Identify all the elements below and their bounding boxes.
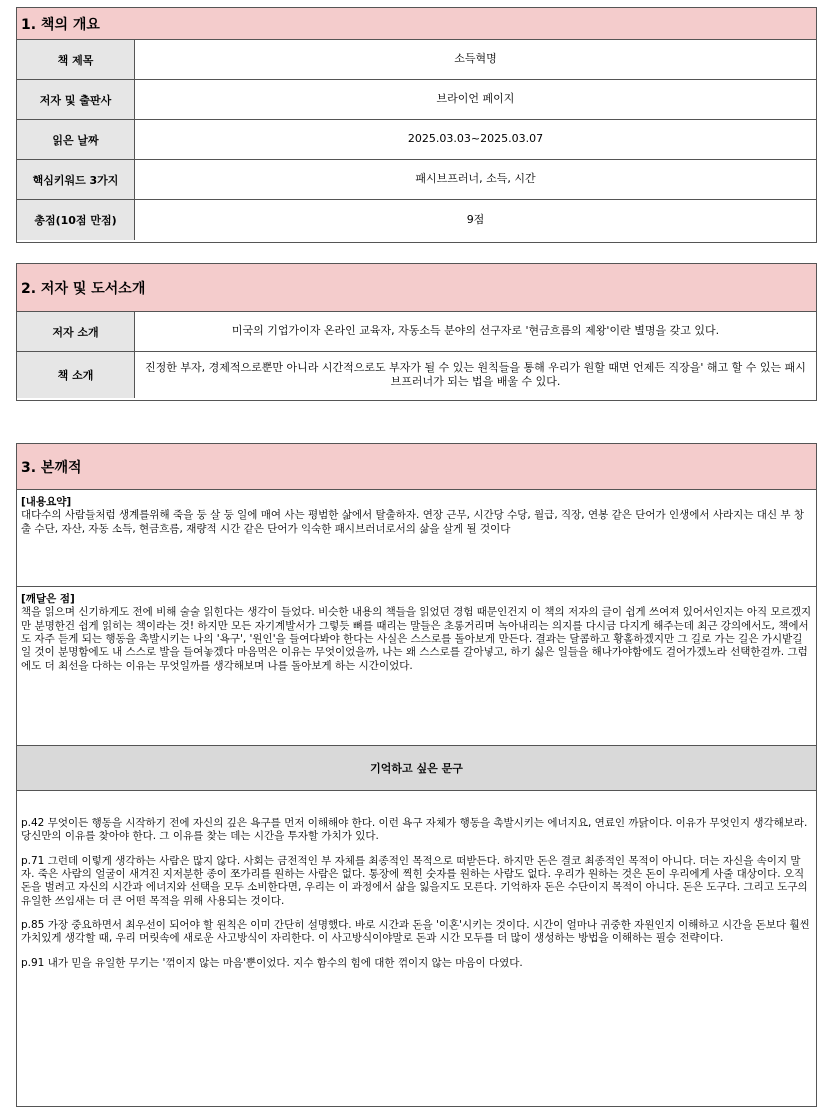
row-value: 패시브프러너, 소득, 시간 (415, 172, 536, 186)
row-label: 책 제목 (17, 40, 135, 79)
keywords-row (17, 160, 816, 200)
insight-block (17, 587, 816, 746)
row-label: 책 소개 (17, 352, 135, 398)
book-intro-row (17, 352, 816, 398)
row-value: 진정한 부자, 경제적으로뿐만 아니라 시간적으로도 부자가 될 수 있는 원칙들을 통해 우리가 원할 때면 언제든 직장을' 해고 할 수 있는 패시브프러너가 되는 법을 배울 수 있다. (145, 360, 806, 388)
section-title: 2. 저자 및 도서소개 (17, 264, 816, 312)
book-title-row (17, 40, 816, 80)
summary-title: [내용요약] (21, 496, 72, 508)
author-publisher-row (17, 80, 816, 120)
quotes-title: 기억하고 싶은 문구 (17, 746, 816, 791)
row-label: 저자 소개 (17, 312, 135, 351)
score-row (17, 200, 816, 240)
author-intro-row (17, 312, 816, 352)
quote-item: p.71 그런데 이렇게 생각하는 사람은 많지 않다. 사회는 금전적인 부 자체를 최종적인 목적으로 떠받든다. 하지만 돈은 결코 최종적인 목적이 아니다. 더는 자신을 속이지 말자. 죽은 사람의 얼굴이 새겨진 지저분한 종이 쪼가리를 원하는 사람은 없다. 통장에 찍힌 숫자를 원하는 사람도 없다. 우리가 원하는 것은 돈이 우리에게 사줄 대상이다. 오직 돈을 벌려고 자신의 시간과 에너지와 선택을 모두 소비한다면, 우리는 이 과정에서 삶을 잃을지도 모른다. 기억하자 돈은 수단이지 목적이 아니다. 돈은 도구다. 그리고 도구의 유일한 쓰임새는 더 큰 어떤 목적을 위해 사용되는 것이다. (21, 854, 808, 907)
row-label: 총점(10점 만점) (17, 200, 135, 240)
row-value: 브라이언 페이지 (436, 92, 515, 106)
read-date-row (17, 120, 816, 160)
summary-block (17, 490, 816, 587)
row-value: 소득혁명 (454, 52, 497, 66)
quote-item: p.91 내가 믿을 유일한 무기는 '꺾이지 않는 마음'뿐이었다. 지수 함수의 힘에 대한 꺾이지 않는 마음이 다였다. (21, 956, 523, 969)
summary-text: 대다수의 사람들처럼 생계를위해 죽을 둥 살 둥 일에 매여 사는 평범한 삶에서 탈출하자. 연장 근무, 시간당 수당, 월급, 직장, 연봉 같은 단어가 인생에서 사라지는 대신 부 창출 수단, 자산, 자동 소득, 현금흐름, 재량적 시간 같은 단어가 익숙한 패시브러너로서의 삶을 살게 될 것이다 (21, 509, 805, 535)
section-title: 3. 본깨적 (17, 444, 816, 490)
row-label: 핵심키워드 3가지 (17, 160, 135, 199)
reflection-section (16, 443, 817, 1107)
row-label: 저자 및 출판사 (17, 80, 135, 119)
quote-item: p.42 무엇이든 행동을 시작하기 전에 자신의 깊은 욕구를 먼저 이해해야 한다. 이런 욕구 자체가 행동을 촉발시키는 에너지요, 연료인 까닭이다. 이유가 무엇인지 생각해보라. 당신만의 이유를 찾아야 한다. 그 이유를 찾는 데는 시간을 투자할 가치가 있다. (21, 817, 808, 843)
book-overview-section (16, 7, 817, 243)
section-title: 1. 책의 개요 (17, 8, 816, 40)
author-book-intro-section (16, 263, 817, 401)
quotes-list (17, 791, 816, 989)
row-value: 2025.03.03~2025.03.07 (407, 132, 544, 146)
row-value: 미국의 기업가이자 온라인 교육자, 자동소득 분야의 선구자로 '현금흐름의 제왕'이란 별명을 갖고 있다. (231, 324, 720, 338)
insight-text: 책을 읽으며 신기하게도 전에 비해 술술 읽힌다는 생각이 들었다. 비슷한 내용의 책들을 읽었던 경험 때문인건지 이 책의 저자의 글이 쉽게 쓰여져 있어서인지는 아직 모르겠지만 분명한건 쉽게 읽히는 책이라는 것! 하지만 모든 자기계발서가 그렇듯 뼈를 때리는 말들은 초롱거리며 녹아내리는 의지를 다시금 다지게 해주는데 최근 강의에서도, 책에서도 자주 듣게 되는 행동을 촉발시키는 나의 '욕구', '원인'을 들여다봐야 한다는 사실은 스스로를 돌아보게 만든다. 결과는 달콤하고 황홀하겠지만 그 길로 가는 길은 가시밭길일 것이 분명함에도 내 스스로 발을 들여놓겠다 마음먹은 이유는 무엇이었을까, 나는 왜 스스로를 갈아넣고, 하기 싫은 일들을 해나가야함에도 걸어가겠노라 선택한걸까. 그럼에도 더 최선을 다하는 이유는 무엇일까를 생각해보며 나를 돌아보게 하는 시간이었다. (21, 606, 812, 672)
row-label: 읽은 날짜 (17, 120, 135, 159)
insight-title: [깨달은 점] (21, 593, 75, 605)
row-value: 9점 (466, 212, 485, 226)
quote-item: p.85 가장 중요하면서 최우선이 되어야 할 원칙은 이미 간단히 설명했다. 바로 시간과 돈을 '이혼'시키는 것이다. 시간이 얼마나 귀중한 자원인지 이해하고 시간을 돈보다 훨씬 가치있게 생각할 때, 우리 머릿속에 새로운 사고방식이 자리한다. 이 사고방식이야말로 돈과 시간 모두를 더 많이 생성하는 방법을 이해하는 필승 전략이다. (21, 918, 810, 945)
